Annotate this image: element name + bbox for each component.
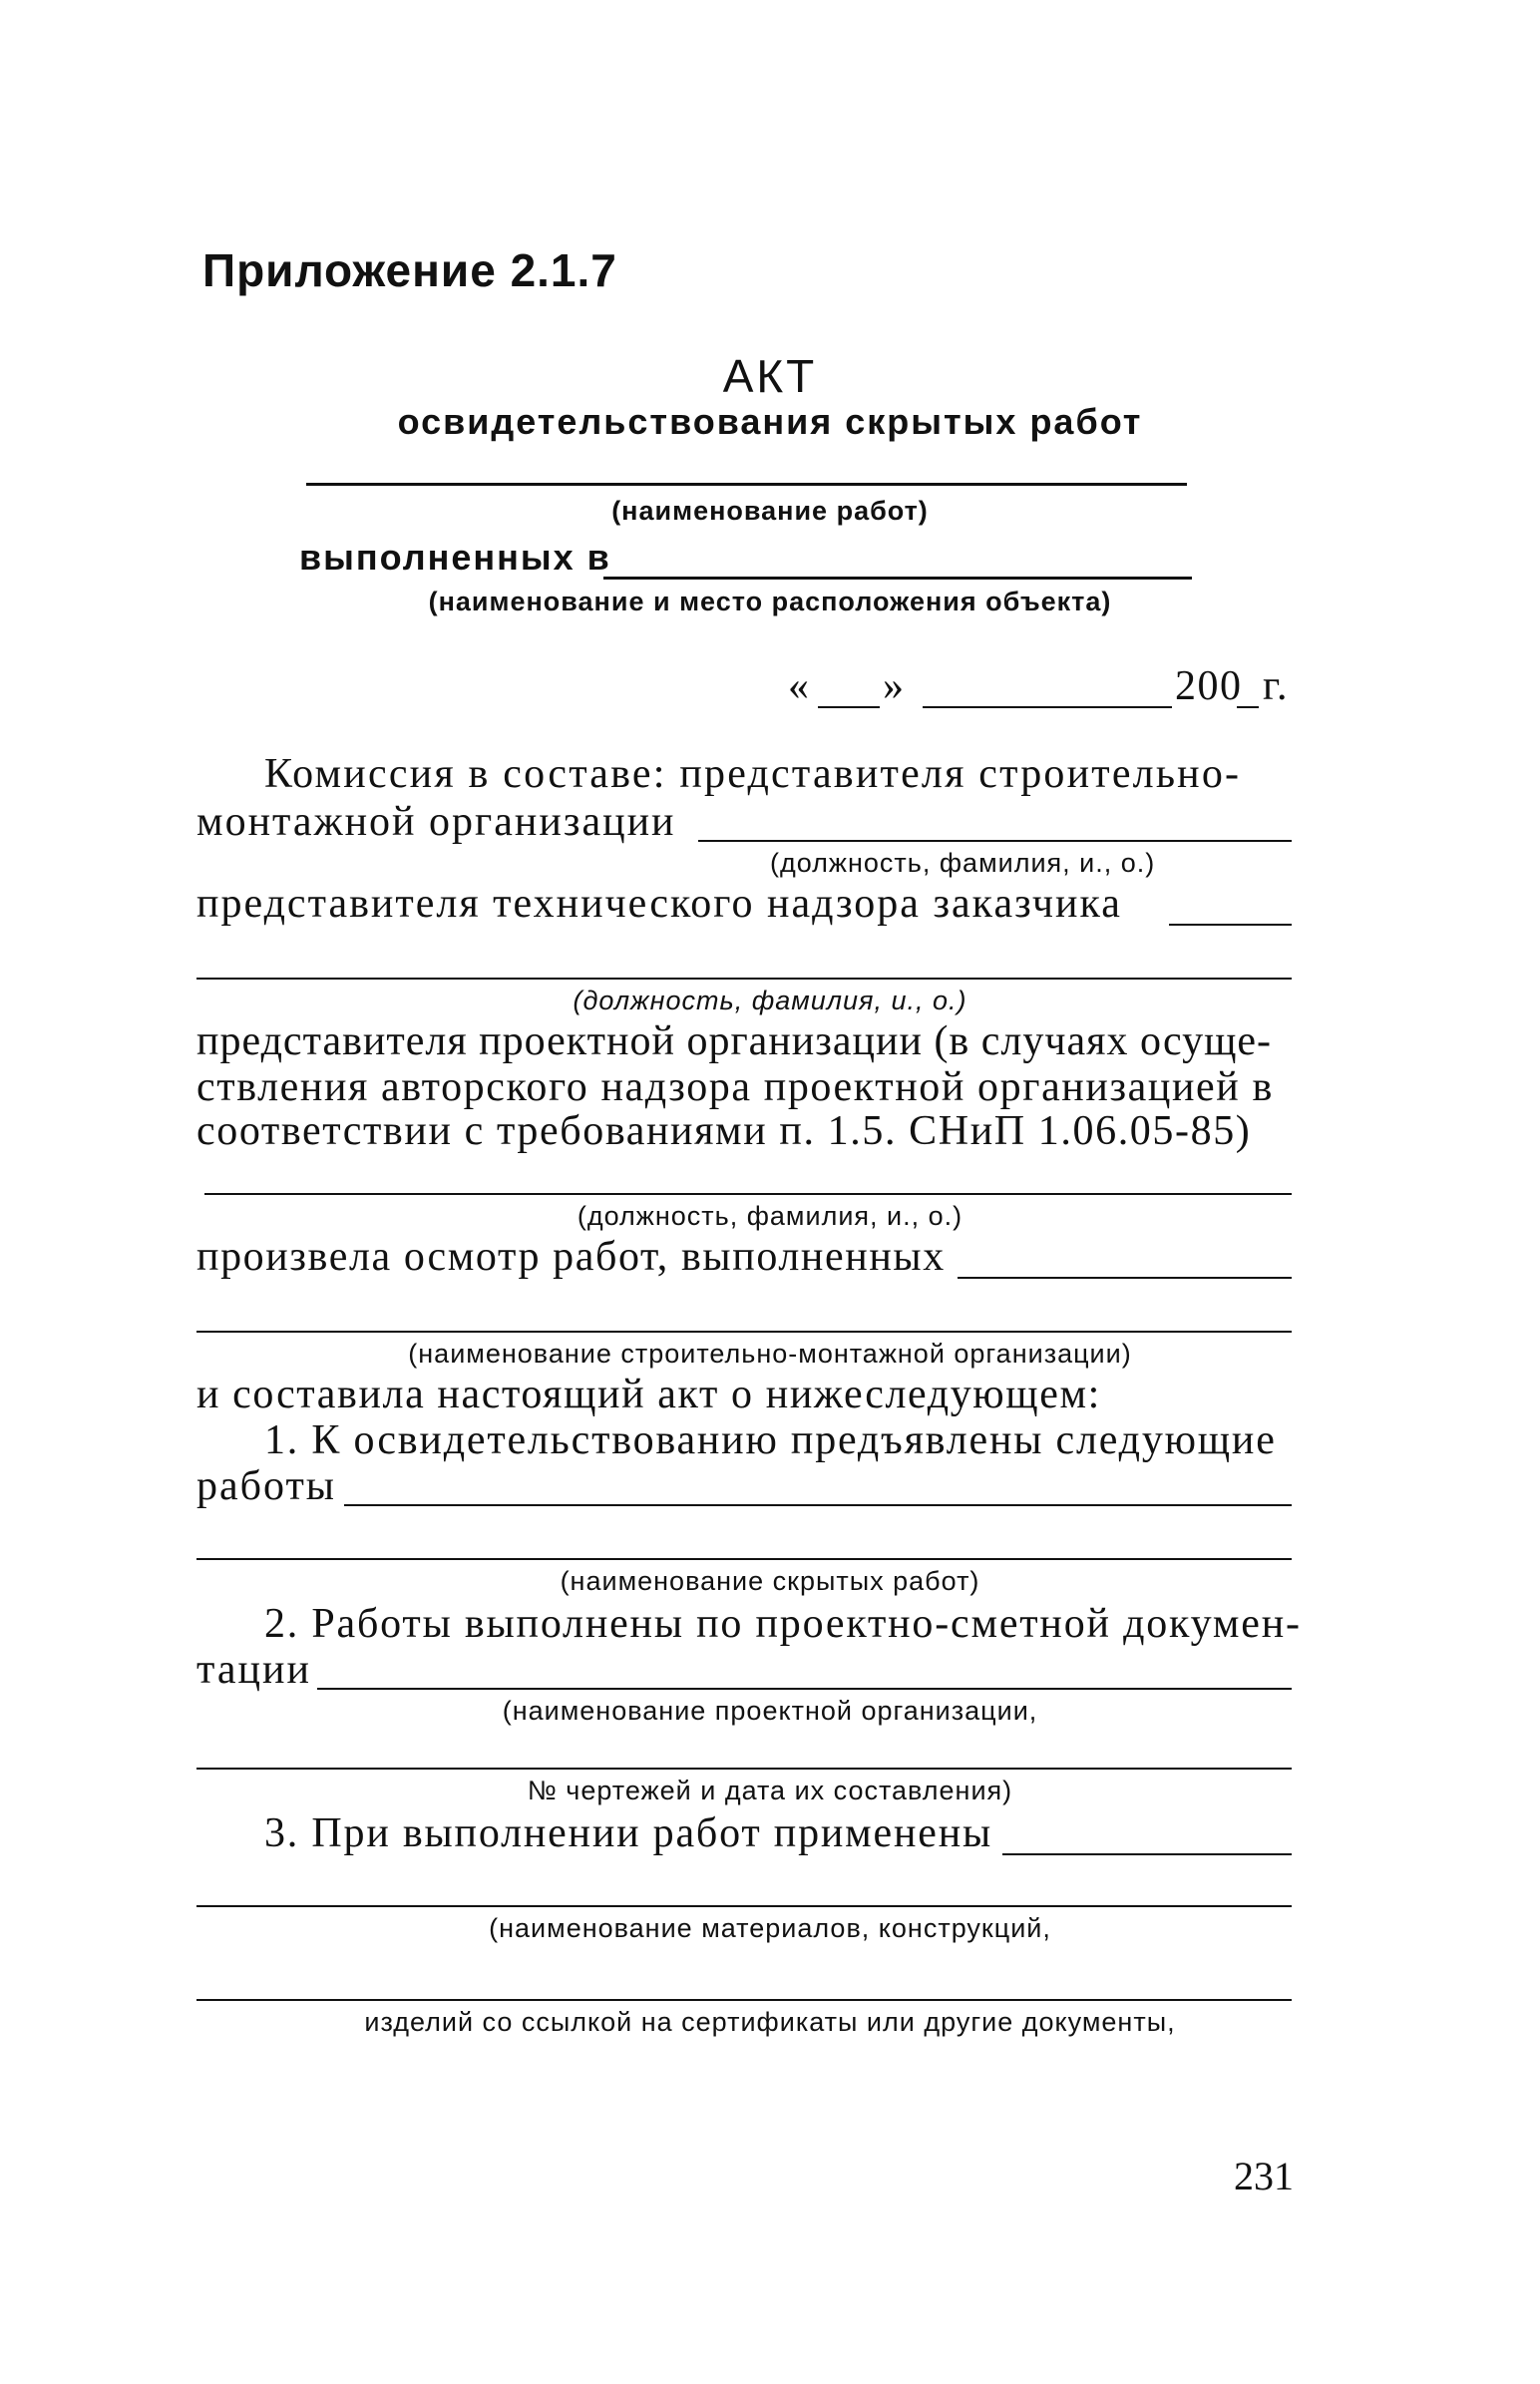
design-org-rep-caption: (должность, фамилия, и., о.) (577, 1201, 963, 1231)
item-1-line-2: работы (196, 1463, 337, 1509)
works-name-line (306, 483, 1187, 486)
tech-supervision-line-a (1169, 924, 1292, 926)
date-year: 200 (1175, 663, 1243, 709)
item-2-line-1: 2. Работы выполнены по проектно-сметной докумен- (264, 1601, 1302, 1647)
item-1-line-b (196, 1558, 1292, 1560)
item-3-caption-1: (наименование материалов, конструкций, (489, 1913, 1051, 1943)
item-3-line-a (1002, 1853, 1292, 1855)
document-title: АКТ (722, 350, 818, 402)
date-day-line (818, 706, 880, 708)
design-org-line-3: соответствии с требованиями п. 1.5. СНиП 1.06.05-85) (196, 1108, 1252, 1154)
inspection-line-b (196, 1331, 1292, 1333)
item-2-line-b (196, 1768, 1292, 1770)
item-1-caption: (наименование скрытых работ) (560, 1566, 980, 1596)
page-number: 231 (1234, 2154, 1294, 2198)
compiled-statement: и составила настоящий акт о нижеследующем: (196, 1372, 1101, 1417)
date-open-quote: « (788, 663, 811, 709)
item-3-line-c (196, 1999, 1292, 2001)
item-1-line-1: 1. К освидетельствованию предъявлены следующие (264, 1417, 1277, 1463)
inspection-caption: (наименование строительно-монтажной организации) (408, 1339, 1132, 1369)
object-name-caption: (наименование и место расположения объекта) (428, 587, 1112, 616)
appendix-label: Приложение 2.1.7 (202, 244, 617, 296)
tech-supervision-line-b (196, 978, 1292, 980)
item-3-line-b (196, 1905, 1292, 1907)
date-year-suffix: г. (1263, 663, 1289, 709)
tech-supervision-label: представителя технического надзора заказчика (196, 881, 1122, 927)
inspection-label: произвела осмотр работ, выполненных (196, 1234, 946, 1280)
document-subtitle: освидетельствования скрытых работ (397, 401, 1143, 442)
tech-supervision-caption: (должность, фамилия, и., о.) (573, 986, 967, 1015)
item-2-line-a (317, 1688, 1292, 1690)
construction-org-line (698, 840, 1292, 842)
design-org-line-1: представителя проектной организации (в случаях осуще- (196, 1018, 1273, 1064)
date-month-line (923, 706, 1172, 708)
date-year-line (1237, 706, 1259, 708)
performed-at-label: выполненных в (299, 537, 611, 578)
design-org-line-2: ствления авторского надзора проектной организацией в (196, 1064, 1274, 1110)
date-close-quote: » (883, 663, 906, 709)
item-2-line-2: тации (196, 1647, 311, 1693)
item-3-caption-2: изделий со ссылкой на сертификаты или другие документы, (364, 2007, 1176, 2037)
construction-rep-caption: (должность, фамилия, и., о.) (770, 848, 1156, 878)
item-1-line-a (344, 1504, 1292, 1506)
commission-line-2: монтажной организации (196, 799, 676, 845)
item-2-caption-1: (наименование проектной организации, (502, 1696, 1038, 1726)
inspection-line-a (958, 1277, 1292, 1279)
design-org-rep-line (204, 1193, 1292, 1195)
commission-line-1: Комиссия в составе: представителя строительно- (264, 751, 1242, 797)
item-3-line-1: 3. При выполнении работ применены (264, 1810, 992, 1856)
object-name-line (603, 577, 1192, 580)
works-name-caption: (наименование работ) (611, 496, 929, 526)
item-2-caption-2: № чертежей и дата их составления) (527, 1776, 1013, 1805)
